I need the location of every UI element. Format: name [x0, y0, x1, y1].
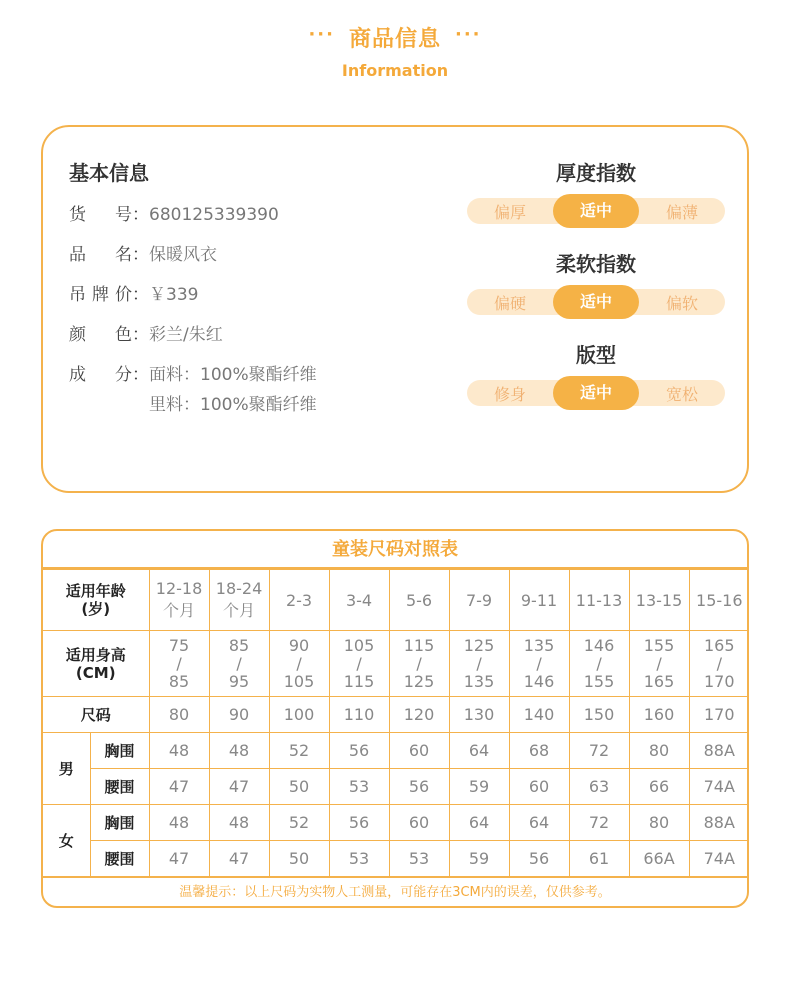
size-row [43, 697, 749, 733]
size-cell: 120 [389, 697, 449, 733]
label-char: 吊 [69, 285, 86, 305]
size-cell: 80 [149, 697, 209, 733]
cell-line: 85 [228, 635, 250, 655]
index-title: 版型 [576, 343, 616, 367]
cell-line: 适用身高 [65, 645, 126, 664]
age-cell [329, 570, 389, 631]
cell-line: 105 [283, 671, 315, 691]
index-selector [467, 289, 725, 315]
measure-cell: 80 [629, 805, 689, 841]
measure-cell: 61 [569, 841, 629, 877]
index-option-selected: 适中 [553, 285, 639, 319]
indices-panel [467, 157, 725, 430]
info-row [69, 204, 399, 226]
label-char: 货 [69, 205, 86, 225]
measure-cell: 88A [689, 733, 749, 769]
cell-line: / [236, 653, 242, 673]
cell-line: / [536, 653, 542, 673]
index-title: 柔软指数 [556, 252, 636, 276]
index-option: 偏薄 [665, 202, 698, 222]
basic-info-title: 基本信息 [69, 161, 149, 185]
measure-row [43, 733, 749, 769]
age-cell [389, 570, 449, 631]
gender-cell: 男 [43, 733, 90, 805]
measure-cell: 53 [329, 841, 389, 877]
info-value-line: 彩兰/朱红 [149, 325, 223, 345]
measure-cell: 64 [449, 733, 509, 769]
decor-dots-right: ··· [455, 24, 482, 45]
measure-row [43, 805, 749, 841]
measure-cell: 88A [689, 805, 749, 841]
measure-cell: 63 [569, 769, 629, 805]
cell-line: 165 [643, 671, 675, 691]
cell-line: 75 [168, 635, 190, 655]
info-row [69, 244, 399, 266]
cell-line: 135 [523, 635, 555, 655]
info-label [69, 204, 149, 226]
measure-cell: 59 [449, 769, 509, 805]
section-header [0, 22, 790, 80]
age-cell [209, 570, 269, 631]
cell-line: 115 [403, 635, 435, 655]
basic-info-list [69, 204, 399, 416]
height-cell [689, 631, 749, 697]
measure-cell: 72 [569, 733, 629, 769]
info-label-text [69, 244, 132, 266]
measure-cell: 47 [209, 841, 269, 877]
cell-line: / [176, 653, 182, 673]
gender-cell: 女 [43, 805, 90, 877]
label-colon: ： [132, 245, 149, 265]
label-colon: ： [132, 205, 149, 225]
cell-line: 85 [168, 671, 190, 691]
cell-line: 115 [343, 671, 375, 691]
measure-cell: 60 [509, 769, 569, 805]
measure-cell: 48 [149, 805, 209, 841]
measure-label: 胸围 [90, 805, 149, 841]
label-char: 价 [115, 285, 132, 305]
info-label-text [69, 364, 132, 416]
cell-line: (CM) [75, 663, 116, 682]
height-cell [149, 631, 209, 697]
age-cell [629, 570, 689, 631]
measure-cell: 74A [689, 841, 749, 877]
size-cell: 90 [209, 697, 269, 733]
measure-row [43, 841, 749, 877]
measure-cell: 47 [149, 769, 209, 805]
measure-cell: 56 [509, 841, 569, 877]
size-cell: 160 [629, 697, 689, 733]
measure-cell: 53 [329, 769, 389, 805]
measure-cell: 48 [149, 733, 209, 769]
height-cell [569, 631, 629, 697]
cell-line: 155 [583, 671, 615, 691]
size-chart-card [41, 529, 749, 908]
measure-cell: 53 [389, 841, 449, 877]
cell-line: 11-13 [575, 590, 623, 610]
measure-cell: 56 [329, 805, 389, 841]
age-row [43, 570, 749, 631]
measure-cell: 48 [209, 733, 269, 769]
index-block [467, 339, 725, 406]
cell-line: 15-16 [696, 590, 743, 610]
cell-line: 7-9 [465, 590, 493, 610]
size-chart-table [43, 569, 749, 877]
measure-cell: 50 [269, 841, 329, 877]
size-chart-note: 温馨提示：以上尺码为实物人工测量，可能存在3CM内的误差，仅供参考。 [43, 877, 747, 908]
cell-line: 18-24 [215, 579, 263, 598]
cell-line: / [416, 653, 422, 673]
label-char: 品 [69, 245, 86, 265]
age-cell [149, 570, 209, 631]
product-info-card [41, 125, 749, 493]
cell-line: 13-15 [635, 590, 683, 610]
info-value-line: ￥339 [149, 285, 199, 305]
cell-line: 12-18 [155, 579, 203, 598]
age-cell [509, 570, 569, 631]
label-colon: ： [132, 285, 149, 305]
cell-line: 165 [703, 635, 735, 655]
age-cell [689, 570, 749, 631]
cell-line: 170 [703, 671, 735, 691]
info-label-text [69, 284, 132, 306]
size-chart-title: 童装尺码对照表 [43, 531, 747, 569]
cell-line: 125 [403, 671, 435, 691]
info-label [69, 324, 149, 346]
cell-line: 个月 [163, 601, 196, 620]
index-title: 厚度指数 [556, 161, 636, 185]
measure-cell: 80 [629, 733, 689, 769]
page-subtitle: Information [341, 61, 449, 80]
height-cell [629, 631, 689, 697]
label-char: 色 [115, 325, 132, 345]
cell-line: 3-4 [345, 590, 373, 610]
index-selector [467, 380, 725, 406]
cell-line: 9-11 [520, 590, 558, 610]
size-cell: 170 [689, 697, 749, 733]
cell-line: / [476, 653, 482, 673]
index-block [467, 248, 725, 315]
height-cell [509, 631, 569, 697]
info-value [149, 324, 223, 346]
label-colon: ： [132, 325, 149, 345]
measure-cell: 48 [209, 805, 269, 841]
age-cell [269, 570, 329, 631]
measure-cell: 60 [389, 733, 449, 769]
index-block [467, 157, 725, 224]
height-cell [329, 631, 389, 697]
info-label [69, 364, 149, 416]
cell-line: 146 [523, 671, 555, 691]
measure-label: 胸围 [90, 733, 149, 769]
cell-line: 个月 [223, 601, 256, 620]
label-char: 分 [115, 365, 132, 385]
size-cell: 100 [269, 697, 329, 733]
measure-label: 腰围 [90, 841, 149, 877]
cell-line: 5-6 [405, 590, 433, 610]
info-value-line: 里料：100%聚酯纤维 [149, 395, 317, 415]
index-option: 偏硬 [493, 293, 526, 313]
cell-line: / [356, 653, 362, 673]
cell-line: 95 [228, 671, 250, 691]
measure-cell: 66 [629, 769, 689, 805]
info-label [69, 244, 149, 266]
label-char: 号 [115, 205, 132, 225]
age-cell [569, 570, 629, 631]
measure-cell: 52 [269, 805, 329, 841]
page-title: 商品信息 [348, 27, 441, 52]
measure-cell: 64 [449, 805, 509, 841]
label-char: 成 [69, 365, 86, 385]
height-cell [449, 631, 509, 697]
header-title-row [0, 22, 790, 53]
info-value [149, 244, 217, 266]
info-value-line: 面料：100%聚酯纤维 [149, 365, 317, 385]
cell-line: / [656, 653, 662, 673]
info-label [69, 284, 149, 306]
measure-cell: 56 [329, 733, 389, 769]
measure-cell: 72 [569, 805, 629, 841]
cell-line: / [596, 653, 602, 673]
measure-cell: 47 [149, 841, 209, 877]
size-header: 尺码 [43, 697, 149, 733]
basic-info-panel [69, 157, 399, 434]
info-value [149, 364, 317, 416]
decor-dots-left: ··· [308, 24, 335, 45]
measure-cell: 64 [509, 805, 569, 841]
label-colon: ： [132, 365, 149, 385]
size-cell: 140 [509, 697, 569, 733]
height-cell [209, 631, 269, 697]
measure-cell: 56 [389, 769, 449, 805]
height-header [43, 631, 149, 697]
index-selector [467, 198, 725, 224]
info-label-text [69, 324, 132, 346]
measure-label: 腰围 [90, 769, 149, 805]
cell-line: 155 [643, 635, 675, 655]
index-option: 修身 [493, 384, 526, 404]
cell-line: 125 [463, 635, 495, 655]
index-option: 宽松 [665, 384, 698, 404]
cell-line: (岁) [81, 600, 111, 618]
cell-line: 90 [288, 635, 310, 655]
measure-cell: 60 [389, 805, 449, 841]
info-label-text [69, 204, 132, 226]
cell-line: 105 [343, 635, 375, 655]
cell-line: / [296, 653, 302, 673]
measure-row [43, 769, 749, 805]
measure-cell: 47 [209, 769, 269, 805]
cell-line: 2-3 [285, 590, 313, 610]
info-value-line: 680125339390 [149, 205, 279, 225]
info-value [149, 204, 279, 226]
cell-line: 135 [463, 671, 495, 691]
info-row [69, 324, 399, 346]
size-cell: 110 [329, 697, 389, 733]
index-option: 偏软 [665, 293, 698, 313]
cell-line: 146 [583, 635, 615, 655]
index-option: 偏厚 [493, 202, 526, 222]
label-char: 牌 [92, 285, 109, 305]
measure-cell: 52 [269, 733, 329, 769]
height-cell [269, 631, 329, 697]
measure-cell: 50 [269, 769, 329, 805]
size-cell: 150 [569, 697, 629, 733]
info-row [69, 364, 399, 416]
measure-cell: 68 [509, 733, 569, 769]
index-option-selected: 适中 [553, 376, 639, 410]
measure-cell: 59 [449, 841, 509, 877]
age-header [43, 570, 149, 631]
label-char: 颜 [69, 325, 86, 345]
info-value-line: 保暖风衣 [149, 245, 217, 265]
measure-cell: 66A [629, 841, 689, 877]
info-row [69, 284, 399, 306]
age-cell [449, 570, 509, 631]
cell-line: / [716, 653, 722, 673]
measure-cell: 74A [689, 769, 749, 805]
index-option-selected: 适中 [553, 194, 639, 228]
height-cell [389, 631, 449, 697]
cell-line: 适用年龄 [65, 582, 126, 600]
height-row [43, 631, 749, 697]
size-cell: 130 [449, 697, 509, 733]
label-char: 名 [115, 245, 132, 265]
info-value [149, 284, 198, 306]
